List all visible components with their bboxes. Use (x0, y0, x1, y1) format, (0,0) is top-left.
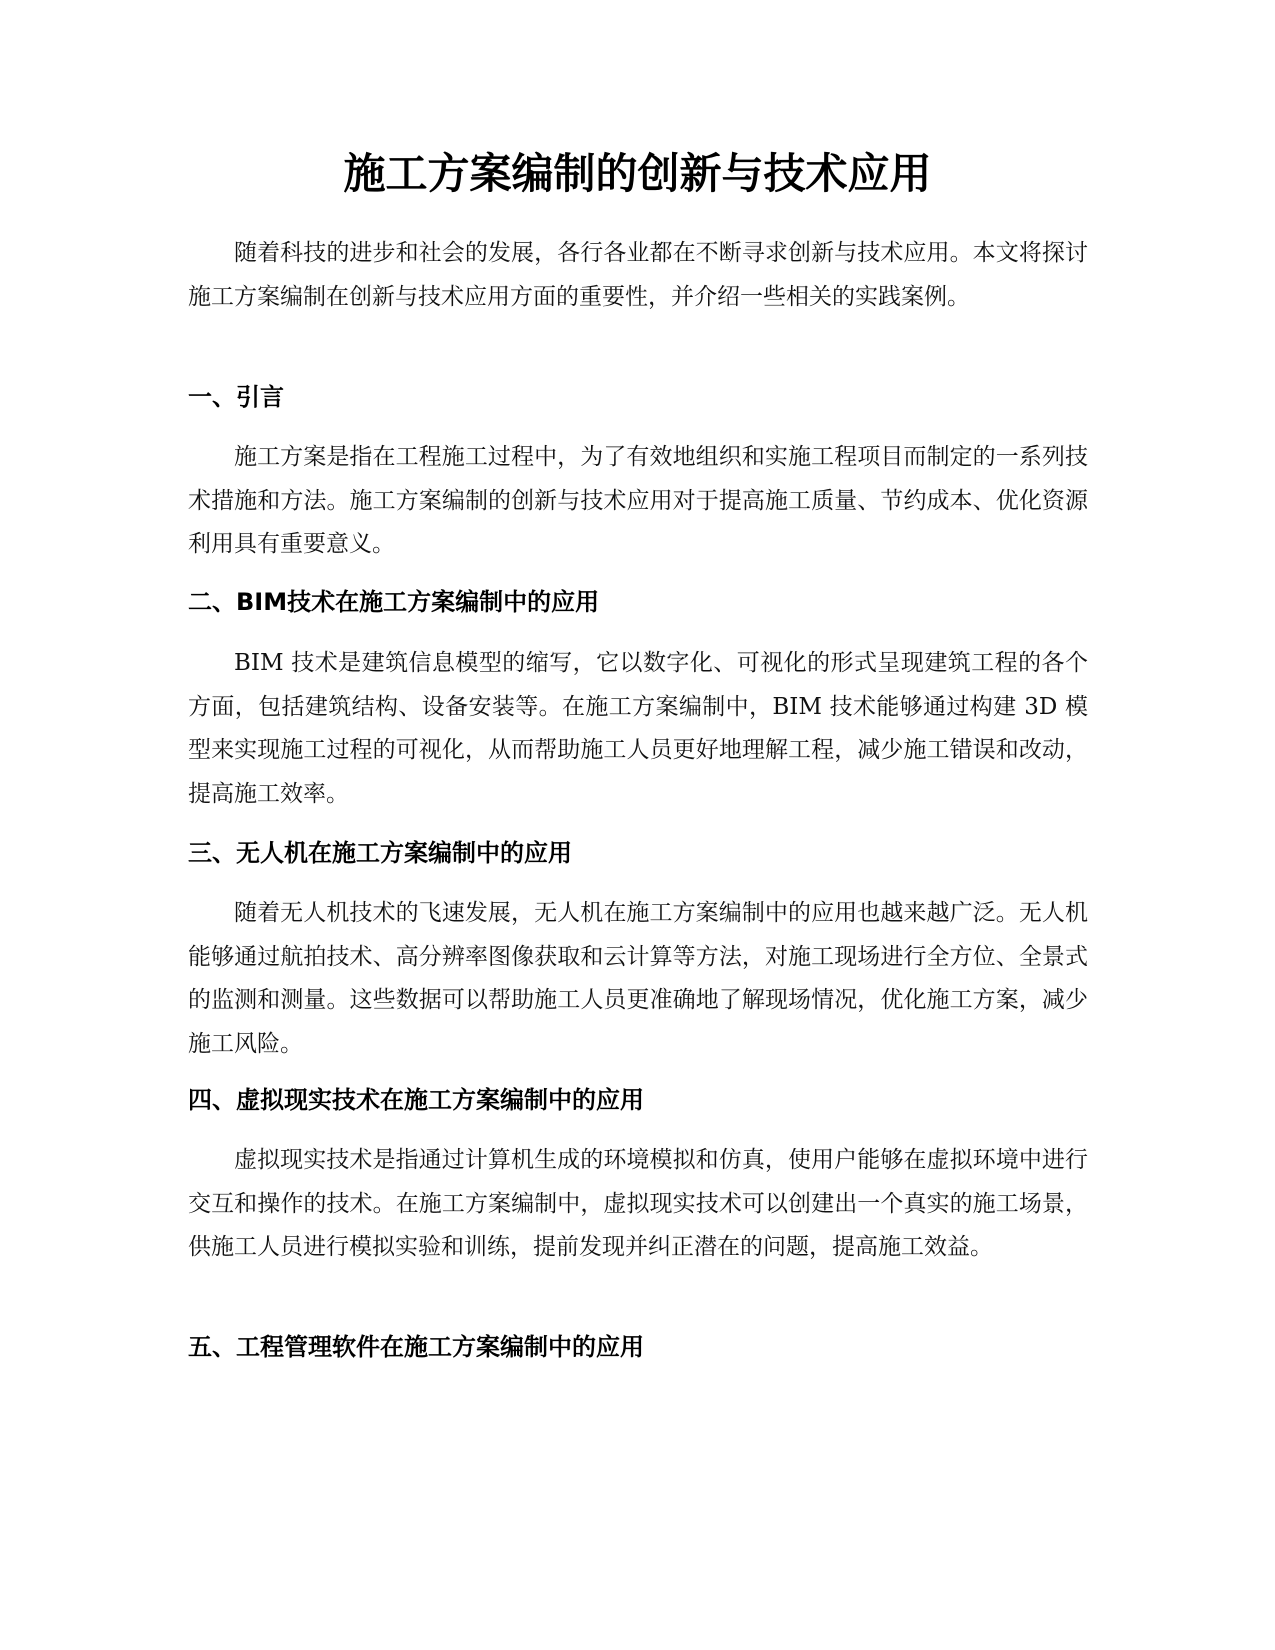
section-heading-4: 四、虚拟现实技术在施工方案编制中的应用 (188, 1086, 644, 1114)
section-heading-1: 一、引言 (188, 383, 284, 411)
section-body-3: 随着无人机技术的飞速发展，无人机在施工方案编制中的应用也越来越广泛。无人机能够通过航拍技术、高分辨率图像获取和云计算等方法，对施工现场进行全方位、全景式的监测和测量。这些数据可以帮助施工人员更准确地了解现场情况，优化施工方案，减少施工风险。 (188, 900, 1088, 1057)
intro-paragraph: 随着科技的进步和社会的发展，各行各业都在不断寻求创新与技术应用。本文将探讨施工方案编制在创新与技术应用方面的重要性，并介绍一些相关的实践案例。 (188, 240, 1088, 310)
section-body-1: 施工方案是指在工程施工过程中，为了有效地组织和实施工程项目而制定的一系列技术措施和方法。施工方案编制的创新与技术应用对于提高施工质量、节约成本、优化资源利用具有重要意义。 (188, 444, 1088, 557)
section-heading-5: 五、工程管理软件在施工方案编制中的应用 (188, 1333, 644, 1361)
document-title: 施工方案编制的创新与技术应用 (343, 149, 932, 198)
section-heading-2: 二、BIM技术在施工方案编制中的应用 (188, 588, 600, 616)
section-heading-3: 三、无人机在施工方案编制中的应用 (188, 839, 572, 867)
section-body-4: 虚拟现实技术是指通过计算机生成的环境模拟和仿真，使用户能够在虚拟环境中进行交互和操作的技术。在施工方案编制中，虚拟现实技术可以创建出一个真实的施工场景，供施工人员进行模拟实验和训练，提前发现并纠正潜在的问题，提高施工效益。 (188, 1147, 1088, 1260)
section-body-2: BIM 技术是建筑信息模型的缩写，它以数字化、可视化的形式呈现建筑工程的各个方面，包括建筑结构、设备安装等。在施工方案编制中，BIM 技术能够通过构建 3D 模型来实现施工过程的可视化，从而帮助施工人员更好地理解工程，减少施工错误和改动，提高施工效率。 (188, 650, 1088, 807)
